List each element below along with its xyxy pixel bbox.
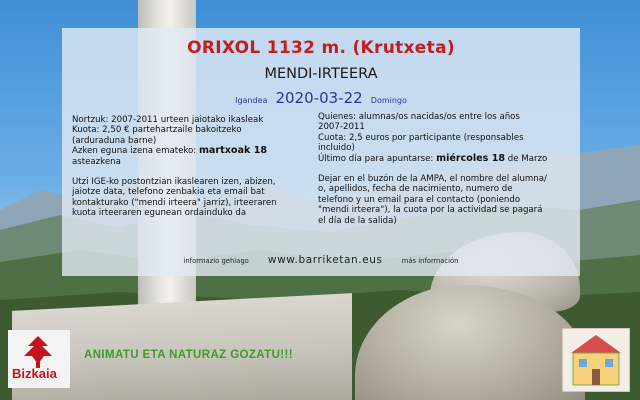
info-line: Dejar en el buzón de la AMPA, el nombre del alumna/ xyxy=(318,174,547,185)
day-spanish: Domingo xyxy=(370,96,407,105)
info-line: Utzi IGE-ko postontzian ikaslearen izen, abizen, xyxy=(72,177,276,188)
info-line: incluido) xyxy=(318,143,355,154)
spanish-info-column xyxy=(318,112,578,226)
info-line: Cuota: 2,5 euros por participante (responsables xyxy=(318,132,524,143)
info-line: Kuota: 2,50 € partehartzaile bakoitzeko xyxy=(72,125,242,136)
poster-title: ORIXOL 1132 m. (Krutxeta) xyxy=(187,38,455,58)
info-line: Quienes: alumnas/os nacidas/os entre los años xyxy=(318,112,520,122)
more-info-basque: informazio gehiago xyxy=(183,257,249,265)
basque-info-column xyxy=(72,115,312,219)
info-line: Nortzuk: 2007-2011 urteen jaiotako ikasleak xyxy=(72,115,264,125)
info-line: jaiotze data, telefono zenbakia eta email bat xyxy=(72,187,265,198)
deadline-label: Azken eguna izena emateko: xyxy=(72,146,199,157)
event-date-line xyxy=(62,88,580,107)
info-line: kuota irteeraren egunean ordainduko da xyxy=(72,208,247,219)
slogan: ANIMATU ETA NATURAZ GOZATU!!! xyxy=(84,349,293,361)
info-line: 2007-2011 xyxy=(318,122,365,133)
info-line: telefono y un email para el contacto (poniendo xyxy=(318,194,521,205)
deadline-date: martxoak 18 xyxy=(198,145,268,157)
deadline-line xyxy=(72,146,312,156)
day-basque: Igandea xyxy=(235,96,268,105)
house-drawing-icon xyxy=(563,329,629,391)
bizkaia-tree-icon xyxy=(8,330,70,370)
poster-subtitle: MENDI-IRTEERA xyxy=(264,66,378,82)
deadline-line xyxy=(318,154,578,164)
info-line: kontakturako ("mendi irteera" jarriz), irteeraren xyxy=(72,197,277,208)
deadline-label: Último día para apuntarse: xyxy=(318,153,437,164)
logo-text: Bizkaia xyxy=(12,366,57,381)
event-date: 2020-03-22 xyxy=(275,89,363,107)
info-line: "mendi irteera"), la cuota por la actividad se pagará xyxy=(318,205,543,216)
children-drawing xyxy=(562,328,630,392)
info-panel xyxy=(62,28,580,276)
info-line: o, apellidos, fecha de nacimiento, numero de xyxy=(318,184,513,195)
info-line: el día de la salida) xyxy=(318,215,397,226)
more-info-spanish: más información xyxy=(401,257,459,265)
website-link[interactable]: www.barriketan.eus xyxy=(267,254,383,266)
info-line: (arduraduna barne) xyxy=(72,135,157,146)
info-line: asteazkena xyxy=(72,156,121,167)
deadline-month: de Marzo xyxy=(505,153,548,164)
deadline-date: miércoles 18 xyxy=(436,152,506,164)
footer-links xyxy=(62,248,580,267)
bizkaia-logo xyxy=(8,330,70,388)
